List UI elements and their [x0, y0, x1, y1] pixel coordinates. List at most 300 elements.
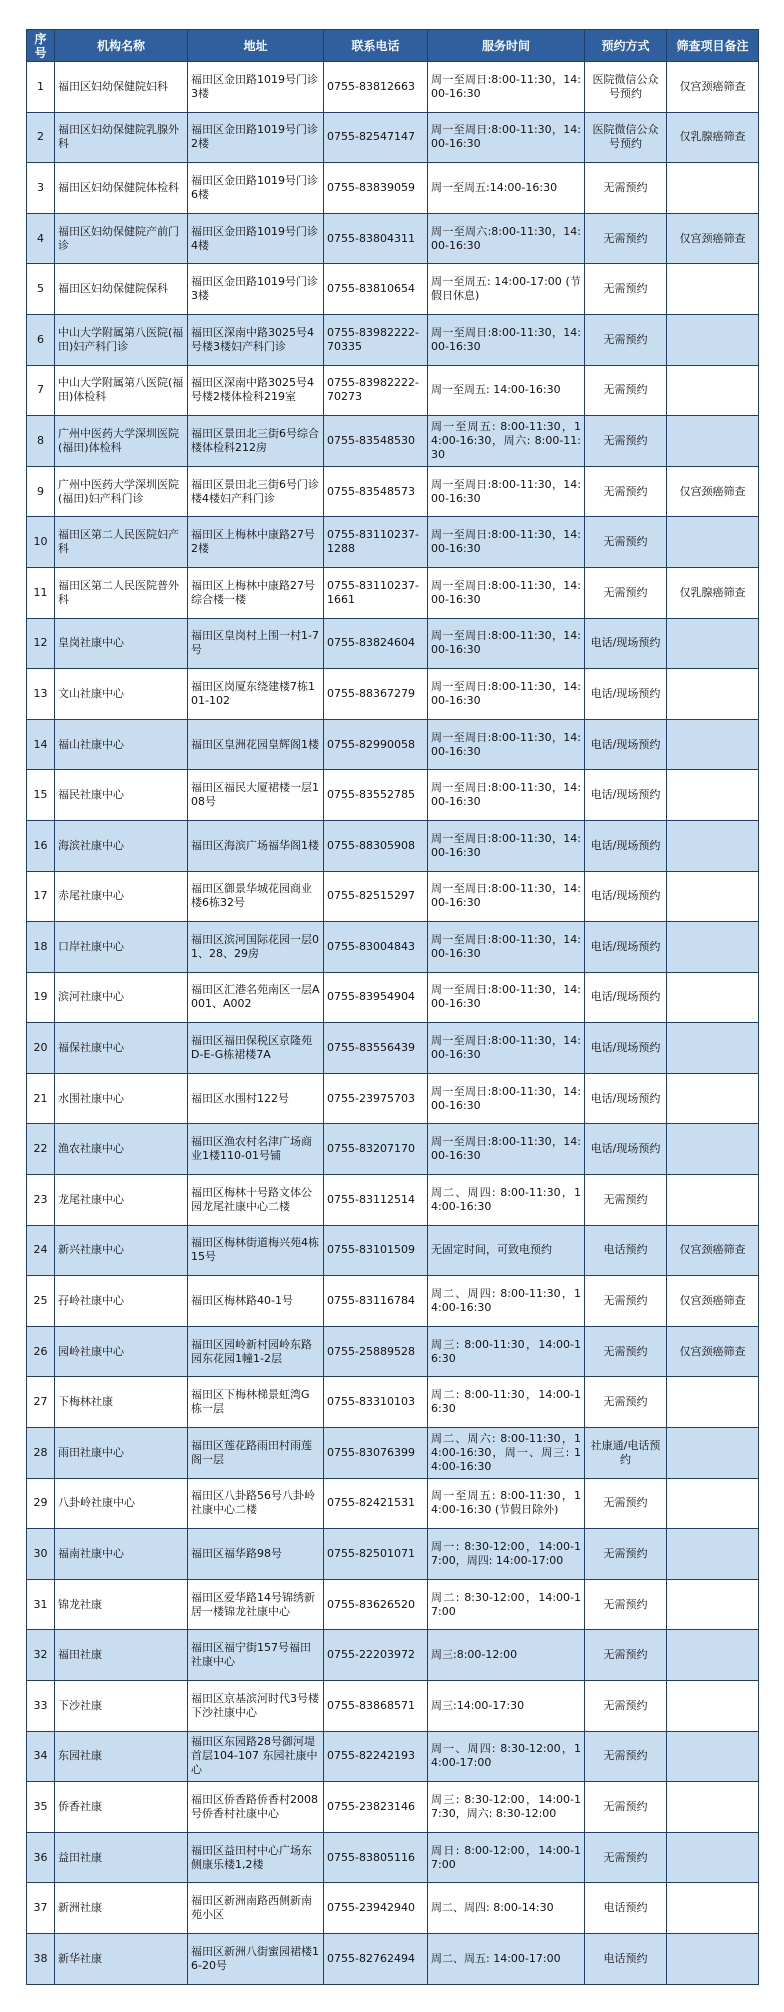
service-hours-cell: 周一至周日:8:00-11:30，14:00-16:30	[428, 669, 585, 720]
table-row	[27, 416, 759, 467]
address-cell: 福田区金田路1019号门诊6楼	[188, 163, 324, 214]
booking-method-cell: 无需预约	[585, 1529, 667, 1580]
table-row	[27, 820, 759, 871]
booking-method-cell: 无需预约	[585, 416, 667, 467]
screening-note-cell	[667, 1478, 759, 1529]
service-hours-cell: 周一至周日:8:00-11:30，14:00-16:30	[428, 1124, 585, 1175]
screening-note-cell	[667, 1124, 759, 1175]
booking-method-cell: 医院微信公众号预约	[585, 112, 667, 163]
address-cell: 福田区皇岗村上围一村1-7号	[188, 618, 324, 669]
phone-cell: 0755-83110237-1661	[324, 567, 428, 618]
service-hours-cell: 周一至周六:8:00-11:30，14:00-16:30	[428, 213, 585, 264]
table-row	[27, 719, 759, 770]
screening-note-cell	[667, 1933, 759, 1984]
phone-cell: 0755-83548573	[324, 466, 428, 517]
table-row	[27, 1579, 759, 1630]
phone-cell: 0755-82242193	[324, 1731, 428, 1782]
institution-cell: 八卦岭社康中心	[55, 1478, 188, 1529]
screening-institutions-table	[26, 29, 759, 1985]
table-row	[27, 1428, 759, 1479]
index-cell: 15	[27, 770, 55, 821]
service-hours-cell: 周一至周日:8:00-11:30，14:00-16:30	[428, 972, 585, 1023]
booking-method-cell: 无需预约	[585, 365, 667, 416]
booking-method-cell: 无需预约	[585, 264, 667, 315]
booking-method-cell: 无需预约	[585, 1681, 667, 1732]
table-row	[27, 1782, 759, 1833]
institution-cell: 锦龙社康	[55, 1579, 188, 1630]
phone-cell: 0755-83810654	[324, 264, 428, 315]
booking-method-cell: 电话/现场预约	[585, 669, 667, 720]
phone-cell: 0755-82501071	[324, 1529, 428, 1580]
phone-cell: 0755-82547147	[324, 112, 428, 163]
index-cell: 11	[27, 567, 55, 618]
address-cell: 福田区下梅林梯景虹湾G栋一层	[188, 1377, 324, 1428]
phone-cell: 0755-83812663	[324, 62, 428, 113]
phone-cell: 0755-83116784	[324, 1276, 428, 1327]
index-cell: 26	[27, 1326, 55, 1377]
address-cell: 福田区福民大厦裙楼一层108号	[188, 770, 324, 821]
table-row	[27, 1073, 759, 1124]
table-row	[27, 1630, 759, 1681]
index-cell: 14	[27, 719, 55, 770]
table-row	[27, 669, 759, 720]
institution-cell: 下沙社康	[55, 1681, 188, 1732]
table-header	[27, 30, 759, 62]
phone-cell: 0755-83101509	[324, 1225, 428, 1276]
screening-note-cell: 仅宫颈癌筛查	[667, 62, 759, 113]
service-hours-cell: 周一至周日:8:00-11:30，14:00-16:30	[428, 314, 585, 365]
index-cell: 29	[27, 1478, 55, 1529]
table-row	[27, 1681, 759, 1732]
service-hours-cell: 无固定时间，可致电预约	[428, 1225, 585, 1276]
index-cell: 10	[27, 517, 55, 568]
index-cell: 5	[27, 264, 55, 315]
address-cell: 福田区新洲八街蜜园裙楼16-20号	[188, 1933, 324, 1984]
phone-cell: 0755-83110237-1288	[324, 517, 428, 568]
index-cell: 12	[27, 618, 55, 669]
booking-method-cell: 无需预约	[585, 1731, 667, 1782]
phone-cell: 0755-82762494	[324, 1933, 428, 1984]
screening-note-cell	[667, 922, 759, 973]
address-cell: 福田区莲花路雨田村雨莲阁一层	[188, 1428, 324, 1479]
table-row	[27, 1883, 759, 1934]
index-cell: 38	[27, 1933, 55, 1984]
screening-note-cell	[667, 1731, 759, 1782]
index-cell: 31	[27, 1579, 55, 1630]
screening-note-cell	[667, 1175, 759, 1226]
phone-cell: 0755-22203972	[324, 1630, 428, 1681]
institution-cell: 口岸社康中心	[55, 922, 188, 973]
service-hours-cell: 周二、周四: 8:00-14:30	[428, 1883, 585, 1934]
screening-note-cell	[667, 820, 759, 871]
institution-cell: 福民社康中心	[55, 770, 188, 821]
institution-cell: 福田区第二人民医院普外科	[55, 567, 188, 618]
booking-method-cell: 无需预约	[585, 1478, 667, 1529]
institution-cell: 水围社康中心	[55, 1073, 188, 1124]
screening-note-cell: 仅宫颈癌筛查	[667, 1276, 759, 1327]
address-cell: 福田区景田北三街6号门诊楼4楼妇产科门诊	[188, 466, 324, 517]
table-row	[27, 1276, 759, 1327]
address-cell: 福田区深南中路3025号4号楼2楼体检科219室	[188, 365, 324, 416]
institution-cell: 福田区妇幼保健院保科	[55, 264, 188, 315]
institution-cell: 福田区妇幼保健院乳腺外科	[55, 112, 188, 163]
index-cell: 6	[27, 314, 55, 365]
institution-cell: 新兴社康中心	[55, 1225, 188, 1276]
index-cell: 8	[27, 416, 55, 467]
index-cell: 20	[27, 1023, 55, 1074]
screening-note-cell: 仅宫颈癌筛查	[667, 1225, 759, 1276]
index-cell: 9	[27, 466, 55, 517]
institution-cell: 海滨社康中心	[55, 820, 188, 871]
address-cell: 福田区上梅林中康路27号2楼	[188, 517, 324, 568]
institution-cell: 福保社康中心	[55, 1023, 188, 1074]
screening-note-cell	[667, 618, 759, 669]
booking-method-cell: 无需预约	[585, 1782, 667, 1833]
screening-note-cell: 仅宫颈癌筛查	[667, 466, 759, 517]
phone-cell: 0755-83805116	[324, 1832, 428, 1883]
table-row	[27, 1225, 759, 1276]
booking-method-cell: 电话/现场预约	[585, 1023, 667, 1074]
index-cell: 21	[27, 1073, 55, 1124]
institution-cell: 雨田社康中心	[55, 1428, 188, 1479]
address-cell: 福田区滨河国际花园一层01、28、29房	[188, 922, 324, 973]
booking-method-cell: 无需预约	[585, 1579, 667, 1630]
phone-cell: 0755-83112514	[324, 1175, 428, 1226]
index-cell: 17	[27, 871, 55, 922]
institution-cell: 孖岭社康中心	[55, 1276, 188, 1327]
booking-method-cell: 无需预约	[585, 1276, 667, 1327]
institution-cell: 滨河社康中心	[55, 972, 188, 1023]
screening-note-cell	[667, 972, 759, 1023]
phone-cell: 0755-83004843	[324, 922, 428, 973]
screening-note-cell	[667, 669, 759, 720]
institution-cell: 中山大学附属第八医院(福田)妇产科门诊	[55, 314, 188, 365]
booking-method-cell: 无需预约	[585, 1832, 667, 1883]
booking-method-cell: 医院微信公众号预约	[585, 62, 667, 113]
table-row	[27, 264, 759, 315]
phone-cell: 0755-83982222-70335	[324, 314, 428, 365]
service-hours-cell: 周三: 8:30-12:00，14:00-17:30，周六: 8:30-12:00	[428, 1782, 585, 1833]
service-hours-cell: 周一至周日:8:00-11:30，14:00-16:30	[428, 1023, 585, 1074]
institution-cell: 侨香社康	[55, 1782, 188, 1833]
service-hours-cell: 周二: 8:30-12:00，14:00-17:00	[428, 1579, 585, 1630]
service-hours-cell: 周一至周日:8:00-11:30，14:00-16:30	[428, 770, 585, 821]
institution-cell: 新华社康	[55, 1933, 188, 1984]
index-cell: 36	[27, 1832, 55, 1883]
index-cell: 35	[27, 1782, 55, 1833]
institution-cell: 福田区第二人民医院妇产科	[55, 517, 188, 568]
service-hours-cell: 周一至周日:8:00-11:30，14:00-16:30	[428, 567, 585, 618]
service-hours-cell: 周二、周四: 8:00-11:30，14:00-16:30	[428, 1276, 585, 1327]
table-body	[27, 62, 759, 1985]
address-cell: 福田区汇港名苑南区一层A001、A002	[188, 972, 324, 1023]
header-row	[27, 30, 759, 62]
phone-cell: 0755-82421531	[324, 1478, 428, 1529]
address-cell: 福田区岗厦东绕建楼7栋101-102	[188, 669, 324, 720]
service-hours-cell: 周二、周五: 14:00-17:00	[428, 1933, 585, 1984]
header-cell-screening-note: 筛查项目备注	[667, 30, 759, 62]
address-cell: 福田区金田路1019号门诊3楼	[188, 264, 324, 315]
booking-method-cell: 电话/现场预约	[585, 719, 667, 770]
service-hours-cell: 周一至周日:8:00-11:30，14:00-16:30	[428, 466, 585, 517]
index-cell: 16	[27, 820, 55, 871]
header-cell-index: 序号	[27, 30, 55, 62]
screening-note-cell	[667, 871, 759, 922]
institution-cell: 龙尾社康中心	[55, 1175, 188, 1226]
address-cell: 福田区福华路98号	[188, 1529, 324, 1580]
screening-note-cell	[667, 1073, 759, 1124]
booking-method-cell: 社康通/电话预约	[585, 1428, 667, 1479]
header-cell-institution: 机构名称	[55, 30, 188, 62]
index-cell: 22	[27, 1124, 55, 1175]
phone-cell: 0755-23942940	[324, 1883, 428, 1934]
phone-cell: 0755-25889528	[324, 1326, 428, 1377]
table-row	[27, 871, 759, 922]
institution-cell: 下梅林社康	[55, 1377, 188, 1428]
service-hours-cell: 周一至周五: 8:00-11:30，14:00-16:30 (节假日除外)	[428, 1478, 585, 1529]
service-hours-cell: 周二: 8:00-11:30，14:00-16:30	[428, 1377, 585, 1428]
index-cell: 3	[27, 163, 55, 214]
screening-note-cell	[667, 770, 759, 821]
screening-note-cell	[667, 517, 759, 568]
phone-cell: 0755-83982222-70273	[324, 365, 428, 416]
institution-cell: 福山社康中心	[55, 719, 188, 770]
institution-cell: 新洲社康	[55, 1883, 188, 1934]
address-cell: 福田区御景华城花园商业楼6栋32号	[188, 871, 324, 922]
address-cell: 福田区八卦路56号八卦岭社康中心二楼	[188, 1478, 324, 1529]
address-cell: 福田区爱华路14号锦绣新居一楼锦龙社康中心	[188, 1579, 324, 1630]
index-cell: 33	[27, 1681, 55, 1732]
screening-note-cell: 仅宫颈癌筛查	[667, 1326, 759, 1377]
screening-note-cell	[667, 1681, 759, 1732]
booking-method-cell: 电话预约	[585, 1883, 667, 1934]
institution-cell: 文山社康中心	[55, 669, 188, 720]
booking-method-cell: 无需预约	[585, 213, 667, 264]
index-cell: 25	[27, 1276, 55, 1327]
institution-cell: 赤尾社康中心	[55, 871, 188, 922]
service-hours-cell: 周一、周四: 8:30-12:00，14:00-17:00	[428, 1731, 585, 1782]
booking-method-cell: 无需预约	[585, 314, 667, 365]
phone-cell: 0755-82990058	[324, 719, 428, 770]
table-row	[27, 1326, 759, 1377]
institution-cell: 广州中医药大学深圳医院(福田)妇产科门诊	[55, 466, 188, 517]
screening-note-cell	[667, 719, 759, 770]
table-row	[27, 62, 759, 113]
table-row	[27, 1175, 759, 1226]
table-row	[27, 972, 759, 1023]
index-cell: 34	[27, 1731, 55, 1782]
service-hours-cell: 周一至周日:8:00-11:30，14:00-16:30	[428, 820, 585, 871]
screening-note-cell	[667, 1782, 759, 1833]
booking-method-cell: 无需预约	[585, 1377, 667, 1428]
phone-cell: 0755-83552785	[324, 770, 428, 821]
booking-method-cell: 电话/现场预约	[585, 820, 667, 871]
address-cell: 福田区金田路1019号门诊4楼	[188, 213, 324, 264]
table-row	[27, 314, 759, 365]
institution-cell: 福田社康	[55, 1630, 188, 1681]
service-hours-cell: 周一至周日:8:00-11:30，14:00-16:30	[428, 62, 585, 113]
address-cell: 福田区梅林十号路文体公园龙尾社康中心二楼	[188, 1175, 324, 1226]
address-cell: 福田区福田保税区京隆苑D-E-G栋裙楼7A	[188, 1023, 324, 1074]
index-cell: 4	[27, 213, 55, 264]
service-hours-cell: 周二、周四: 8:00-11:30，14:00-16:30	[428, 1175, 585, 1226]
table-row	[27, 1933, 759, 1984]
service-hours-cell: 周一至周日:8:00-11:30，14:00-16:30	[428, 922, 585, 973]
service-hours-cell: 周三:14:00-17:30	[428, 1681, 585, 1732]
booking-method-cell: 电话预约	[585, 1933, 667, 1984]
address-cell: 福田区侨香路侨香村2008号侨香村社康中心	[188, 1782, 324, 1833]
screening-note-cell	[667, 314, 759, 365]
header-cell-service-hours: 服务时间	[428, 30, 585, 62]
table-row	[27, 1529, 759, 1580]
index-cell: 37	[27, 1883, 55, 1934]
service-hours-cell: 周一至周日:8:00-11:30，14:00-16:30	[428, 618, 585, 669]
phone-cell: 0755-83310103	[324, 1377, 428, 1428]
service-hours-cell: 周一至周五: 14:00-16:30	[428, 365, 585, 416]
phone-cell: 0755-83548530	[324, 416, 428, 467]
booking-method-cell: 无需预约	[585, 163, 667, 214]
index-cell: 13	[27, 669, 55, 720]
screening-note-cell	[667, 1377, 759, 1428]
screening-note-cell	[667, 1023, 759, 1074]
institution-cell: 福田区妇幼保健院产前门诊	[55, 213, 188, 264]
phone-cell: 0755-83556439	[324, 1023, 428, 1074]
table-row	[27, 163, 759, 214]
institution-cell: 福田区妇幼保健院妇科	[55, 62, 188, 113]
phone-cell: 0755-88367279	[324, 669, 428, 720]
table-row	[27, 567, 759, 618]
phone-cell: 0755-23975703	[324, 1073, 428, 1124]
address-cell: 福田区福宁街157号福田社康中心	[188, 1630, 324, 1681]
screening-note-cell: 仅乳腺癌筛查	[667, 567, 759, 618]
service-hours-cell: 周二、周六: 8:00-11:30，14:00-16:30，周一、周三: 14:00-16:30	[428, 1428, 585, 1479]
institution-cell: 中山大学附属第八医院(福田)体检科	[55, 365, 188, 416]
institution-cell: 园岭社康中心	[55, 1326, 188, 1377]
index-cell: 1	[27, 62, 55, 113]
screening-note-cell	[667, 1579, 759, 1630]
table-row	[27, 466, 759, 517]
phone-cell: 0755-83804311	[324, 213, 428, 264]
booking-method-cell: 无需预约	[585, 1630, 667, 1681]
booking-method-cell: 电话/现场预约	[585, 871, 667, 922]
address-cell: 福田区京基滨河时代3号楼下沙社康中心	[188, 1681, 324, 1732]
service-hours-cell: 周一至周日:8:00-11:30，14:00-16:30	[428, 871, 585, 922]
address-cell: 福田区渔农村名津广场商业1楼110-01号铺	[188, 1124, 324, 1175]
service-hours-cell: 周一至周日:8:00-11:30，14:00-16:30	[428, 719, 585, 770]
index-cell: 24	[27, 1225, 55, 1276]
service-hours-cell: 周一至周日:8:00-11:30，14:00-16:30	[428, 1073, 585, 1124]
index-cell: 23	[27, 1175, 55, 1226]
index-cell: 30	[27, 1529, 55, 1580]
phone-cell: 0755-23823146	[324, 1782, 428, 1833]
screening-note-cell	[667, 365, 759, 416]
screening-note-cell	[667, 264, 759, 315]
service-hours-cell: 周日: 8:00-12:00，14:00-17:00	[428, 1832, 585, 1883]
phone-cell: 0755-83954904	[324, 972, 428, 1023]
institution-cell: 渔农社康中心	[55, 1124, 188, 1175]
address-cell: 福田区深南中路3025号4号楼3楼妇产科门诊	[188, 314, 324, 365]
index-cell: 27	[27, 1377, 55, 1428]
booking-method-cell: 无需预约	[585, 466, 667, 517]
service-hours-cell: 周一至周日:8:00-11:30，14:00-16:30	[428, 112, 585, 163]
screening-note-cell	[667, 1832, 759, 1883]
service-hours-cell: 周一至周日:8:00-11:30，14:00-16:30	[428, 517, 585, 568]
booking-method-cell: 无需预约	[585, 567, 667, 618]
booking-method-cell: 电话/现场预约	[585, 618, 667, 669]
header-cell-booking-method: 预约方式	[585, 30, 667, 62]
index-cell: 18	[27, 922, 55, 973]
screening-note-cell: 仅乳腺癌筛查	[667, 112, 759, 163]
address-cell: 福田区景田北三街6号综合楼体检科212房	[188, 416, 324, 467]
institution-cell: 皇岗社康中心	[55, 618, 188, 669]
table-row	[27, 1124, 759, 1175]
index-cell: 2	[27, 112, 55, 163]
address-cell: 福田区上梅林中康路27号综合楼一楼	[188, 567, 324, 618]
table-row	[27, 922, 759, 973]
booking-method-cell: 电话/现场预约	[585, 1073, 667, 1124]
institution-cell: 福田区妇幼保健院体检科	[55, 163, 188, 214]
booking-method-cell: 电话/现场预约	[585, 770, 667, 821]
table-row	[27, 1478, 759, 1529]
service-hours-cell: 周一至周五: 14:00-17:00 (节假日休息)	[428, 264, 585, 315]
header-cell-phone: 联系电话	[324, 30, 428, 62]
address-cell: 福田区梅林路40-1号	[188, 1276, 324, 1327]
booking-method-cell: 无需预约	[585, 1326, 667, 1377]
table-row	[27, 1832, 759, 1883]
address-cell: 福田区水围村122号	[188, 1073, 324, 1124]
table-row	[27, 770, 759, 821]
screening-note-cell	[667, 1428, 759, 1479]
institution-cell: 福南社康中心	[55, 1529, 188, 1580]
table-row	[27, 517, 759, 568]
table-row	[27, 618, 759, 669]
index-cell: 32	[27, 1630, 55, 1681]
service-hours-cell: 周一至周五:14:00-16:30	[428, 163, 585, 214]
address-cell: 福田区益田村中心广场东侧康乐楼1,2楼	[188, 1832, 324, 1883]
screening-note-cell	[667, 1883, 759, 1934]
institution-cell: 东园社康	[55, 1731, 188, 1782]
phone-cell: 0755-83839059	[324, 163, 428, 214]
screening-note-cell: 仅宫颈癌筛查	[667, 213, 759, 264]
phone-cell: 0755-82515297	[324, 871, 428, 922]
booking-method-cell: 电话/现场预约	[585, 922, 667, 973]
index-cell: 28	[27, 1428, 55, 1479]
address-cell: 福田区梅林街道梅兴苑4栋15号	[188, 1225, 324, 1276]
phone-cell: 0755-88305908	[324, 820, 428, 871]
booking-method-cell: 无需预约	[585, 517, 667, 568]
service-hours-cell: 周一: 8:30-12:00，14:00-17:00，周四: 14:00-17:00	[428, 1529, 585, 1580]
service-hours-cell: 周三: 8:00-11:30，14:00-16:30	[428, 1326, 585, 1377]
header-cell-address: 地址	[188, 30, 324, 62]
booking-method-cell: 电话/现场预约	[585, 972, 667, 1023]
table-row	[27, 1023, 759, 1074]
phone-cell: 0755-83207170	[324, 1124, 428, 1175]
screening-note-cell	[667, 1630, 759, 1681]
phone-cell: 0755-83076399	[324, 1428, 428, 1479]
index-cell: 19	[27, 972, 55, 1023]
screening-note-cell	[667, 163, 759, 214]
institution-cell: 广州中医药大学深圳医院(福田)体检科	[55, 416, 188, 467]
index-cell: 7	[27, 365, 55, 416]
table-row	[27, 213, 759, 264]
address-cell: 福田区东园路28号御河堤首层104-107 东园社康中心	[188, 1731, 324, 1782]
booking-method-cell: 无需预约	[585, 1175, 667, 1226]
institution-cell: 益田社康	[55, 1832, 188, 1883]
address-cell: 福田区海滨广场福华阁1楼	[188, 820, 324, 871]
address-cell: 福田区金田路1019号门诊3楼	[188, 62, 324, 113]
phone-cell: 0755-83626520	[324, 1579, 428, 1630]
booking-method-cell: 电话预约	[585, 1225, 667, 1276]
